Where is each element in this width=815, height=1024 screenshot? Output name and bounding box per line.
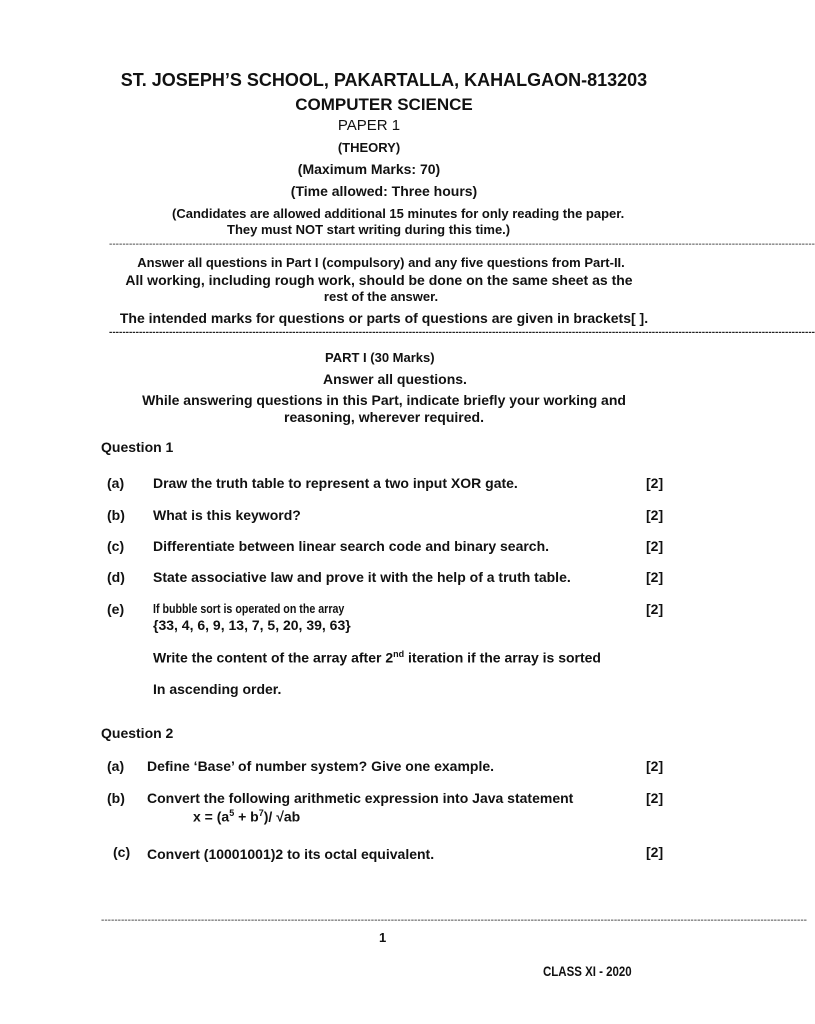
q1e-line2: Write the content of the array after 2nd iteration if the array is sorted [153,649,601,666]
q1a-marks: [2] [646,475,664,491]
q1c-label: (c) [107,538,125,554]
part1-subtitle: Answer all questions. [323,371,467,387]
divider-top: -------------------------------------------------------------------------------------------------------------------------------------------------------------------------------------------------------------------- [109,239,815,250]
q1c-marks: [2] [646,538,664,554]
q1a-label: (a) [107,475,125,491]
instruction-line-4: The intended marks for questions or parts of questions are given in brackets[ ]. [119,310,649,326]
q1b-marks: [2] [646,507,664,523]
q1d-label: (d) [107,569,125,585]
q1e-array: {33, 4, 6, 9, 13, 7, 5, 20, 39, 63} [153,617,351,633]
footer-divider: -------------------------------------------------------------------------------------------------------------------------------------------------------------------------------------------------------------------- [101,915,807,926]
part1-note-2: reasoning, wherever required. [284,409,484,425]
instruction-line-1: Answer all questions in Part I (compulsory) and any five questions from Part-II. [137,255,625,270]
question-2-title: Question 2 [101,725,174,741]
max-marks: (Maximum Marks: 70) [297,161,441,177]
school-name: ST. JOSEPH’S SCHOOL, PAKARTALLA, KAHALGAON-813203 [120,70,648,90]
q1b-text: What is this keyword? [153,507,301,523]
q2c-label: (c) [113,844,131,860]
paper-title: PAPER 1 [337,117,401,134]
q1a-text: Draw the truth table to represent a two input XOR gate. [153,475,518,491]
subject-title: COMPUTER SCIENCE [295,95,473,114]
q2c-marks: [2] [646,844,664,860]
q2b-marks: [2] [646,790,664,806]
page-number: 1 [379,930,387,945]
class-label: CLASS XI - 2020 [543,963,632,979]
note-line-1: (Candidates are allowed additional 15 minutes for only reading the paper. [172,206,625,221]
q2a-text: Define ‘Base’ of number system? Give one example. [147,758,495,774]
q2b-text: Convert the following arithmetic expression into Java statement [147,790,574,806]
part1-note-1: While answering questions in this Part, indicate briefly your working and [142,392,626,408]
q2a-marks: [2] [646,758,664,774]
part1-title: PART I (30 Marks) [325,350,435,365]
q2c-text: Convert (10001001)2 to its octal equivalent. [147,846,435,862]
q1d-marks: [2] [646,569,664,585]
q1d-text: State associative law and prove it with the help of a truth table. [153,569,571,585]
time-allowed: (Time allowed: Three hours) [290,183,478,199]
question-1-title: Question 1 [101,439,174,455]
divider-bottom: -------------------------------------------------------------------------------------------------------------------------------------------------------------------------------------------------------------------- [109,327,815,338]
q1c-text: Differentiate between linear search code and binary search. [153,538,550,554]
q1e-line3: In ascending order. [153,681,282,697]
q1b-label: (b) [107,507,125,523]
q1e-marks: [2] [646,601,664,617]
paper-type: (THEORY) [337,140,401,155]
q1e-text: If bubble sort is operated on the array [153,601,345,616]
q1e-label: (e) [107,601,125,617]
q2b-label: (b) [107,790,125,806]
q2a-label: (a) [107,758,125,774]
instruction-line-3: rest of the answer. [323,289,439,304]
q2b-expression: $x = (a^5 + b^7)/$ √ab [193,808,301,825]
instruction-line-2: All working, including rough work, should be done on the same sheet as the [125,272,633,288]
note-line-2: They must NOT start writing during this time.) [227,222,511,237]
